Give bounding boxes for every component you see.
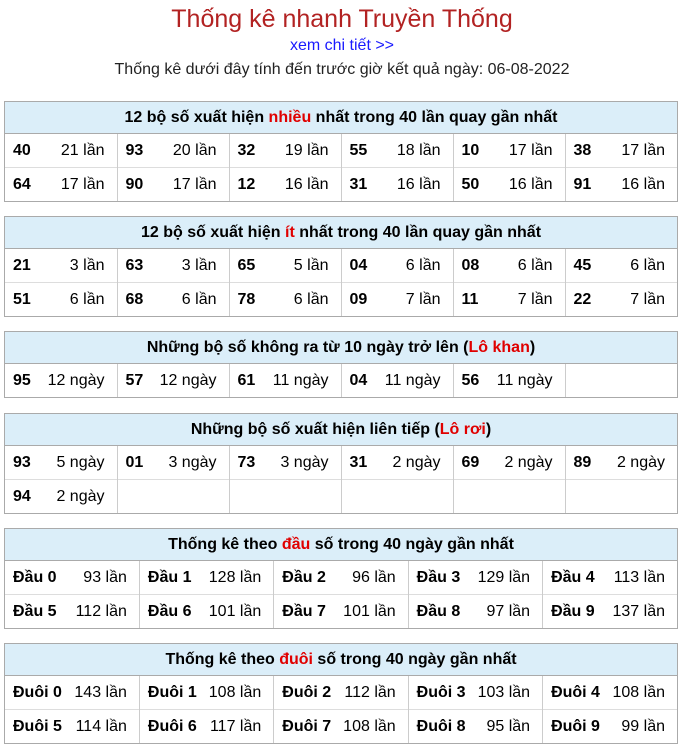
table-row <box>5 134 677 168</box>
stat-key: 64 <box>13 175 31 193</box>
stat-cell <box>341 364 453 397</box>
stat-cell <box>229 364 341 397</box>
stat-key: 95 <box>13 371 31 389</box>
stat-cell <box>341 249 453 283</box>
stat-count: 3 lần <box>181 256 217 274</box>
stat-cell <box>565 283 677 317</box>
stat-key: Đuôi 8 <box>416 717 466 735</box>
stat-key: 31 <box>349 175 368 193</box>
stat-key: 63 <box>125 256 144 274</box>
stat-key: 65 <box>237 256 256 274</box>
stat-cell <box>5 480 117 514</box>
stat-cell <box>139 595 273 629</box>
block-title: Thống kê theo đầu số trong 40 ngày gần nhất <box>5 529 677 561</box>
block-title: Những bộ số không ra từ 10 ngày trở lên (Lô khan) <box>5 332 677 364</box>
stat-cell <box>229 134 341 168</box>
stat-count: 16 lần <box>396 175 441 193</box>
stat-key: 69 <box>461 453 480 471</box>
stat-key: 50 <box>461 175 480 193</box>
stat-count: 16 lần <box>508 175 553 193</box>
stat-count: 114 lần <box>75 717 127 735</box>
table-row <box>5 283 677 317</box>
block-title: Những bộ số xuất hiện liên tiếp (Lô rơi) <box>5 414 677 446</box>
stat-count: 2 ngày <box>392 453 441 471</box>
stat-count: 18 lần <box>396 141 441 159</box>
stat-key: 01 <box>125 453 144 471</box>
stat-count: 113 lần <box>613 568 665 586</box>
stat-cell <box>453 168 565 202</box>
stat-count: 143 lần <box>74 683 127 701</box>
stat-cell <box>408 561 542 595</box>
block-lo-khan <box>4 331 678 398</box>
stat-key: 38 <box>573 141 592 159</box>
stat-count: 12 ngày <box>47 371 105 389</box>
stat-count: 101 lần <box>343 602 396 620</box>
stat-key: Đầu 4 <box>551 568 595 586</box>
stat-cell <box>274 676 408 710</box>
stat-key: Đuôi 2 <box>282 683 332 701</box>
stat-cell <box>453 283 565 317</box>
block-title: Thống kê theo đuôi số trong 40 ngày gần nhất <box>5 644 677 676</box>
stat-cell <box>565 446 677 480</box>
block-most-frequent <box>4 101 678 202</box>
stat-key: Đuôi 4 <box>551 683 600 701</box>
stat-key: 93 <box>13 453 31 471</box>
stat-cell <box>117 480 229 514</box>
stat-key: 10 <box>461 141 480 159</box>
stat-key: Đầu 5 <box>13 602 57 620</box>
stat-key: 90 <box>125 175 144 193</box>
stat-cell <box>5 561 139 595</box>
block-lo-roi <box>4 413 678 514</box>
stat-count: 3 ngày <box>280 453 329 471</box>
page-header <box>0 0 684 80</box>
table-row <box>5 249 677 283</box>
stat-key: Đuôi 6 <box>147 717 197 735</box>
stat-count: 108 lần <box>208 683 262 701</box>
stat-key: 12 <box>237 175 256 193</box>
stat-count: 6 lần <box>181 290 217 308</box>
stat-cell <box>543 595 677 629</box>
stat-cell <box>5 283 117 317</box>
stat-cell <box>139 676 273 710</box>
stat-count: 6 lần <box>405 256 441 274</box>
stat-cell <box>5 364 117 397</box>
stat-cell <box>453 364 565 397</box>
stat-key: 08 <box>461 256 480 274</box>
stat-count: 99 lần <box>621 717 665 735</box>
stat-key: 45 <box>573 256 592 274</box>
stat-key: Đầu 1 <box>147 568 192 586</box>
stat-cell <box>453 480 565 514</box>
stat-key: 22 <box>573 290 592 308</box>
stat-count: 112 lần <box>344 683 396 701</box>
stat-cell <box>341 446 453 480</box>
stat-cell <box>274 710 408 744</box>
stat-key: Đuôi 7 <box>282 717 332 735</box>
stat-cell <box>408 676 542 710</box>
stat-key: Đầu 6 <box>147 602 192 620</box>
stat-key: 11 <box>461 290 479 308</box>
stat-key: 55 <box>349 141 368 159</box>
stat-count: 17 lần <box>621 141 665 159</box>
table-row <box>5 168 677 202</box>
stat-key: Đầu 0 <box>13 568 57 586</box>
stat-key: 31 <box>349 453 368 471</box>
stat-count: 17 lần <box>60 175 105 193</box>
stat-count: 16 lần <box>284 175 329 193</box>
stat-key: 40 <box>13 141 31 159</box>
detail-link[interactable]: xem chi tiết >> <box>289 37 395 54</box>
stat-count: 5 lần <box>293 256 329 274</box>
stat-count: 96 lần <box>352 568 396 586</box>
stat-key: 56 <box>461 371 480 389</box>
table-row <box>5 710 677 744</box>
stat-count: 95 lần <box>486 717 531 735</box>
block-duoi-stats <box>4 643 678 744</box>
stat-cell <box>543 710 677 744</box>
stat-count: 2 ngày <box>56 487 105 505</box>
stat-key: Đuôi 0 <box>13 683 62 701</box>
stat-cell <box>229 249 341 283</box>
stat-cell <box>565 364 677 397</box>
stat-cell <box>341 168 453 202</box>
block-title: 12 bộ số xuất hiện ít nhất trong 40 lần quay gần nhất <box>5 217 677 249</box>
stat-key: 94 <box>13 487 31 505</box>
stat-cell <box>139 561 273 595</box>
stat-count: 137 lần <box>612 602 665 620</box>
stat-key: 68 <box>125 290 144 308</box>
stat-cell <box>453 446 565 480</box>
stat-key: 78 <box>237 290 256 308</box>
stat-key: 57 <box>125 371 144 389</box>
stat-cell <box>117 134 229 168</box>
stat-cell <box>117 249 229 283</box>
stat-key: Đầu 8 <box>416 602 461 620</box>
table-row <box>5 480 677 514</box>
stat-count: 6 lần <box>630 256 665 274</box>
stat-count: 108 lần <box>612 683 665 701</box>
stat-key: 32 <box>237 141 256 159</box>
stat-cell <box>565 249 677 283</box>
stat-count: 12 ngày <box>159 371 217 389</box>
stat-count: 128 lần <box>208 568 262 586</box>
page-title: Thống kê nhanh Truyền Thống <box>171 5 513 33</box>
stat-count: 129 lần <box>477 568 531 586</box>
stat-key: 89 <box>573 453 592 471</box>
stat-cell <box>5 249 117 283</box>
stat-cell <box>117 168 229 202</box>
stat-cell <box>117 364 229 397</box>
stat-count: 2 ngày <box>504 453 553 471</box>
stat-cell <box>117 283 229 317</box>
stat-count: 16 lần <box>621 175 665 193</box>
stat-key: 09 <box>349 290 368 308</box>
stat-key: 04 <box>349 256 368 274</box>
stat-count: 20 lần <box>172 141 217 159</box>
stat-key: Đuôi 1 <box>147 683 197 701</box>
stat-cell <box>5 676 139 710</box>
stat-count: 108 lần <box>343 717 396 735</box>
table-row <box>5 676 677 710</box>
stat-cell <box>5 134 117 168</box>
stat-key: 61 <box>237 371 256 389</box>
stat-cell <box>274 595 408 629</box>
stat-key: 51 <box>13 290 31 308</box>
stat-cell <box>139 710 273 744</box>
stat-cell <box>229 446 341 480</box>
block-title: 12 bộ số xuất hiện nhiều nhất trong 40 lần quay gần nhất <box>5 102 677 134</box>
stat-count: 19 lần <box>284 141 329 159</box>
stat-count: 6 lần <box>293 290 329 308</box>
stat-count: 97 lần <box>486 602 531 620</box>
stat-cell <box>5 595 139 629</box>
stat-count: 7 lần <box>405 290 441 308</box>
stat-cell <box>543 561 677 595</box>
stat-count: 3 lần <box>69 256 105 274</box>
stat-count: 21 lần <box>60 141 105 159</box>
stat-cell <box>408 595 542 629</box>
stat-count: 6 lần <box>69 290 105 308</box>
stat-cell <box>274 561 408 595</box>
stat-count: 11 ngày <box>496 371 553 389</box>
stat-key: Đầu 3 <box>416 568 461 586</box>
stat-key: Đuôi 3 <box>416 683 466 701</box>
stat-key: Đầu 2 <box>282 568 326 586</box>
stat-count: 5 ngày <box>56 453 105 471</box>
stat-key: Đuôi 9 <box>551 717 600 735</box>
stat-cell <box>565 480 677 514</box>
stat-count: 17 lần <box>172 175 217 193</box>
table-row <box>5 561 677 595</box>
stat-count: 2 ngày <box>616 453 665 471</box>
stat-count: 3 ngày <box>168 453 217 471</box>
stat-count: 7 lần <box>630 290 665 308</box>
stat-key: 04 <box>349 371 368 389</box>
table-row <box>5 595 677 629</box>
stat-count: 117 lần <box>209 717 262 735</box>
stat-count: 7 lần <box>517 290 553 308</box>
stat-cell <box>5 446 117 480</box>
stat-key: 91 <box>573 175 592 193</box>
stat-cell <box>229 283 341 317</box>
stat-key: Đầu 7 <box>282 602 326 620</box>
stat-cell <box>565 168 677 202</box>
stat-cell <box>453 134 565 168</box>
stat-cell <box>229 480 341 514</box>
stat-cell <box>565 134 677 168</box>
stat-cell <box>341 283 453 317</box>
stat-cell <box>453 249 565 283</box>
stat-count: 11 ngày <box>384 371 441 389</box>
stat-key: 73 <box>237 453 256 471</box>
table-row <box>5 364 677 397</box>
stat-key: Đầu 9 <box>551 602 595 620</box>
stat-count: 93 lần <box>83 568 127 586</box>
table-row <box>5 446 677 480</box>
stat-cell <box>341 480 453 514</box>
stat-count: 6 lần <box>517 256 553 274</box>
stat-cell <box>5 168 117 202</box>
block-least-frequent <box>4 216 678 317</box>
stat-count: 17 lần <box>508 141 553 159</box>
stat-count: 103 lần <box>477 683 531 701</box>
stat-cell <box>117 446 229 480</box>
page-subtitle: Thống kê dưới đây tính đến trước giờ kết quả ngày: 06-08-2022 <box>114 61 570 78</box>
stat-cell <box>408 710 542 744</box>
stat-key: 21 <box>13 256 31 274</box>
stat-count: 112 lần <box>75 602 127 620</box>
stat-cell <box>543 676 677 710</box>
stat-cell <box>341 134 453 168</box>
stat-cell <box>229 168 341 202</box>
stat-key: Đuôi 5 <box>13 717 62 735</box>
stat-count: 11 ngày <box>272 371 329 389</box>
stat-cell <box>5 710 139 744</box>
stat-count: 101 lần <box>208 602 262 620</box>
stat-key: 93 <box>125 141 144 159</box>
block-dau-stats <box>4 528 678 629</box>
